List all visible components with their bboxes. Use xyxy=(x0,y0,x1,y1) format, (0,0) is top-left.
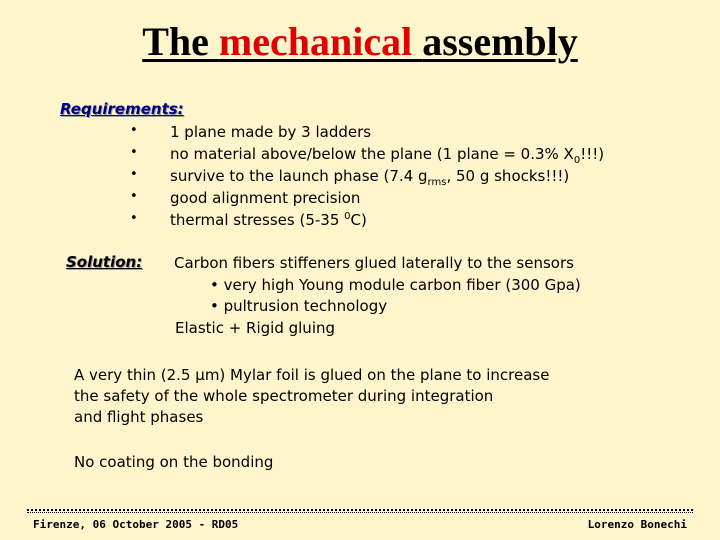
mu-symbol: μ xyxy=(195,366,205,384)
requirement-text xyxy=(170,189,360,207)
bullet-icon: • xyxy=(130,167,138,182)
footer-divider-secondary xyxy=(27,512,693,513)
title-part1: The xyxy=(142,19,219,64)
requirement-main: survive to the launch phase (7.4 g xyxy=(170,167,428,185)
bullet-icon: • xyxy=(130,123,138,138)
requirement-subscript: 0 xyxy=(573,155,581,166)
title-part2: assembly xyxy=(422,19,578,64)
bullet-icon: • xyxy=(130,145,138,160)
mylar-line-3: and flight phases xyxy=(74,408,204,426)
bullet-icon: • xyxy=(130,211,138,226)
requirement-subscript: rms xyxy=(427,177,447,188)
solution-sub-1: • very high Young module carbon fiber (300 Gpa) xyxy=(210,276,581,294)
requirement-main: 1 plane made by 3 ladders xyxy=(170,123,372,141)
solution-sub-2: • pultrusion technology xyxy=(210,297,388,315)
requirements-heading: Requirements: xyxy=(60,100,184,118)
title-accent: mechanical xyxy=(218,19,423,64)
mylar-line-1-post: m) Mylar foil is glued on the plane to increase xyxy=(204,366,550,384)
slide-title xyxy=(0,20,720,64)
footer-divider xyxy=(27,509,693,511)
requirement-text xyxy=(170,123,371,141)
solution-main: Carbon fibers stiffeners glued laterally to the sensors xyxy=(174,254,574,272)
requirement-text xyxy=(170,167,569,188)
requirement-main: no material above/below the plane (1 plane = 0.3% X xyxy=(170,145,574,163)
requirement-main: good alignment precision xyxy=(170,189,361,207)
mylar-line-1-pre: A very thin (2.5 xyxy=(74,366,196,384)
requirement-main: thermal stresses (5-35 xyxy=(170,211,345,229)
solution-heading: Solution: xyxy=(66,253,143,271)
requirement-text xyxy=(170,145,604,166)
solution-gluing: Elastic + Rigid gluing xyxy=(175,319,336,337)
requirement-text xyxy=(170,211,367,229)
coating-note: No coating on the bonding xyxy=(74,453,274,471)
mylar-line-1 xyxy=(74,366,549,384)
mylar-line-2: the safety of the whole spectrometer during integration xyxy=(74,387,494,405)
footer-right: Lorenzo Bonechi xyxy=(587,518,687,531)
bullet-icon: • xyxy=(130,189,138,204)
requirement-after: !!!) xyxy=(580,145,605,163)
requirement-after: , 50 g shocks!!!) xyxy=(446,167,570,185)
footer-left: Firenze, 06 October 2005 - RD05 xyxy=(33,518,239,531)
requirement-superscript: 0 xyxy=(344,211,351,222)
requirement-after: C) xyxy=(350,211,367,229)
